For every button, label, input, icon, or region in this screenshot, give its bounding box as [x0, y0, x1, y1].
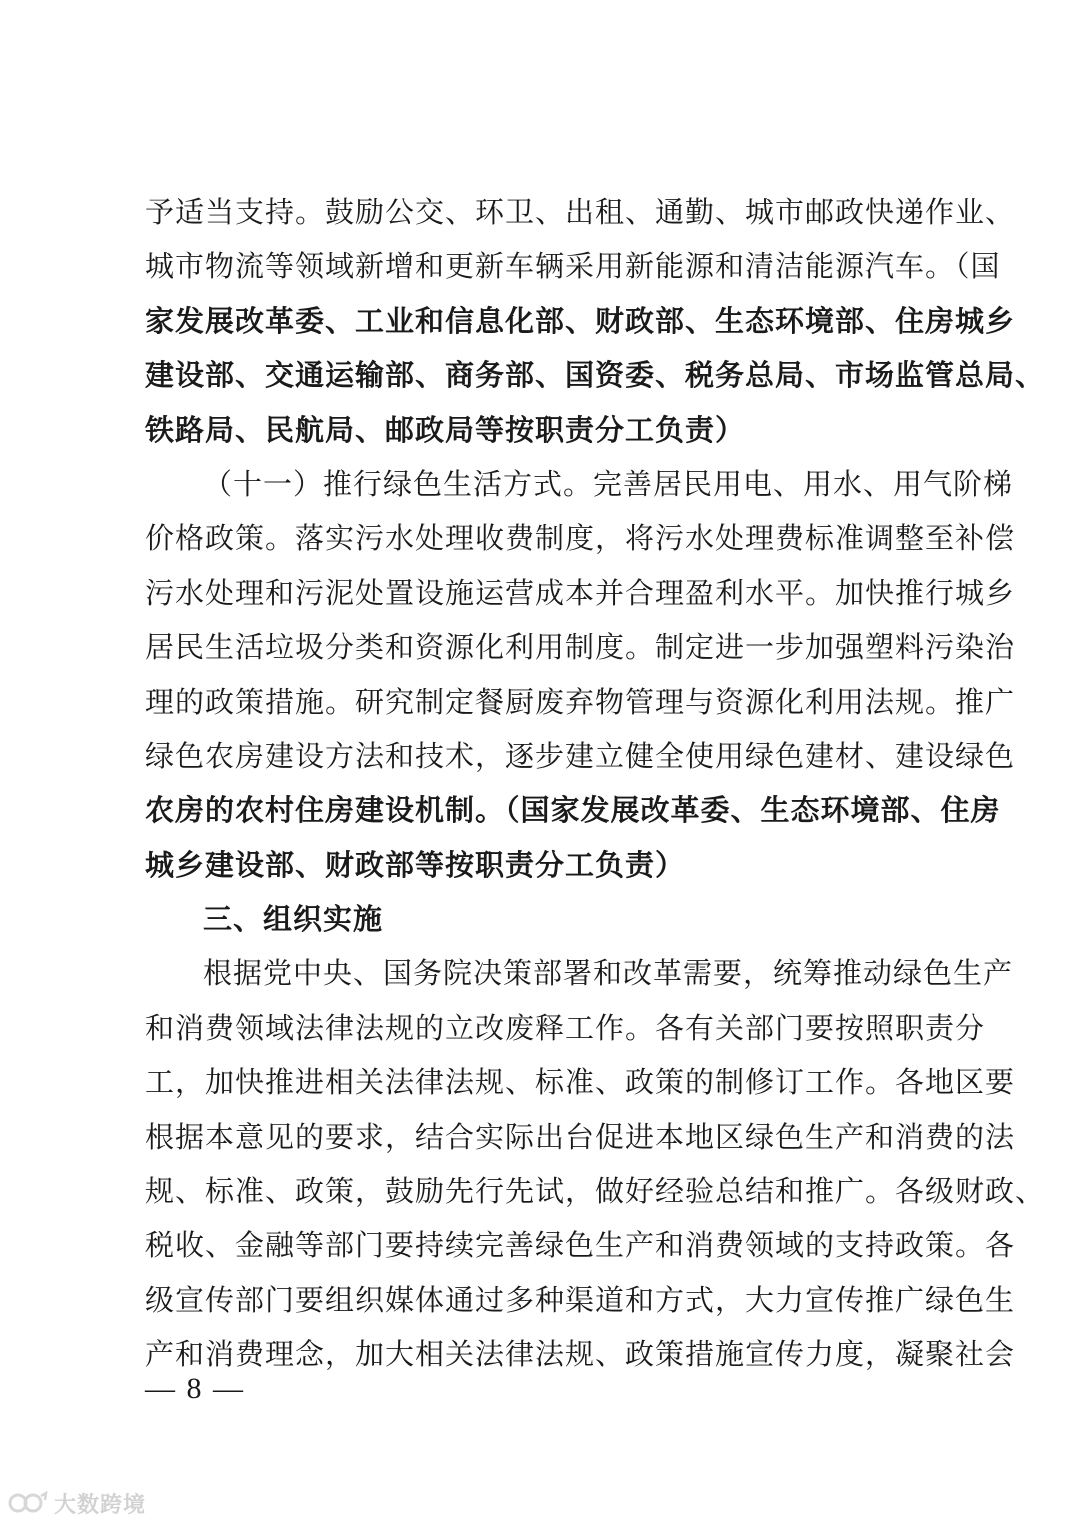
text-line: 绿色农房建设方法和技术，逐步建立健全使用绿色建材、建设绿色: [145, 738, 1016, 773]
text-line: 级宣传部门要组织媒体通过多种渠道和方式，大力宣传推广绿色生: [145, 1282, 1016, 1317]
brand-logo-icon: [8, 1490, 48, 1516]
text-line: 建设部、交通运输部、商务部、国资委、税务总局、市场监管总局、: [145, 358, 1046, 393]
text-line: 根据本意见的要求，结合实际出台促进本地区绿色生产和消费的法: [145, 1119, 1016, 1154]
text-line: 根据党中央、国务院决策部署和改革需要，统筹推动绿色生产: [203, 956, 1014, 991]
text-line: 和消费领域法律法规的立改废释工作。各有关部门要按照职责分: [145, 1010, 986, 1045]
text-line: 税收、金融等部门要持续完善绿色生产和消费领域的支持政策。各: [145, 1228, 1016, 1263]
text-line: 规、标准、政策，鼓励先行先试，做好经验总结和推广。各级财政、: [145, 1174, 1046, 1209]
text-line: 家发展改革委、工业和信息化部、财政部、生态环境部、住房城乡: [145, 303, 1016, 338]
text-line: 价格政策。落实污水处理收费制度，将污水处理费标准调整至补偿: [145, 521, 1016, 556]
watermark: [8, 1488, 146, 1518]
text-line: 城乡建设部、财政部等按职责分工负责）: [145, 847, 686, 882]
text-line: 产和消费理念，加大相关法律法规、政策措施宣传力度，凝聚社会: [145, 1337, 1016, 1372]
text-line: 理的政策措施。研究制定餐厨废弃物管理与资源化利用法规。推广: [145, 684, 1016, 719]
text-line: 污水处理和污泥处置设施运营成本并合理盈利水平。加快推行城乡: [145, 575, 1016, 610]
document-body: [145, 185, 1046, 1382]
section-heading-line: （十一）推行绿色生活方式。完善居民用电、用水、用气阶梯: [203, 466, 1014, 501]
watermark-text: 大数跨境: [54, 1492, 147, 1518]
text-line: 铁路局、民航局、邮政局等按职责分工负责）: [145, 412, 746, 447]
text-line: 工，加快推进相关法律法规、标准、政策的制修订工作。各地区要: [145, 1065, 1016, 1100]
section-title: 三、组织实施: [203, 902, 384, 937]
text-line: 城市物流等领域新增和更新车辆采用新能源和清洁能源汽车。（国: [145, 249, 1001, 284]
text-line: 居民生活垃圾分类和资源化利用制度。制定进一步加强塑料污染治: [145, 630, 1016, 665]
text-line: 农房的农村住房建设机制。（国家发展改革委、生态环境部、住房: [145, 793, 1001, 828]
page-number: — 8 —: [145, 1372, 245, 1405]
text-line: 予适当支持。鼓励公交、环卫、出租、通勤、城市邮政快递作业、: [145, 195, 1016, 229]
